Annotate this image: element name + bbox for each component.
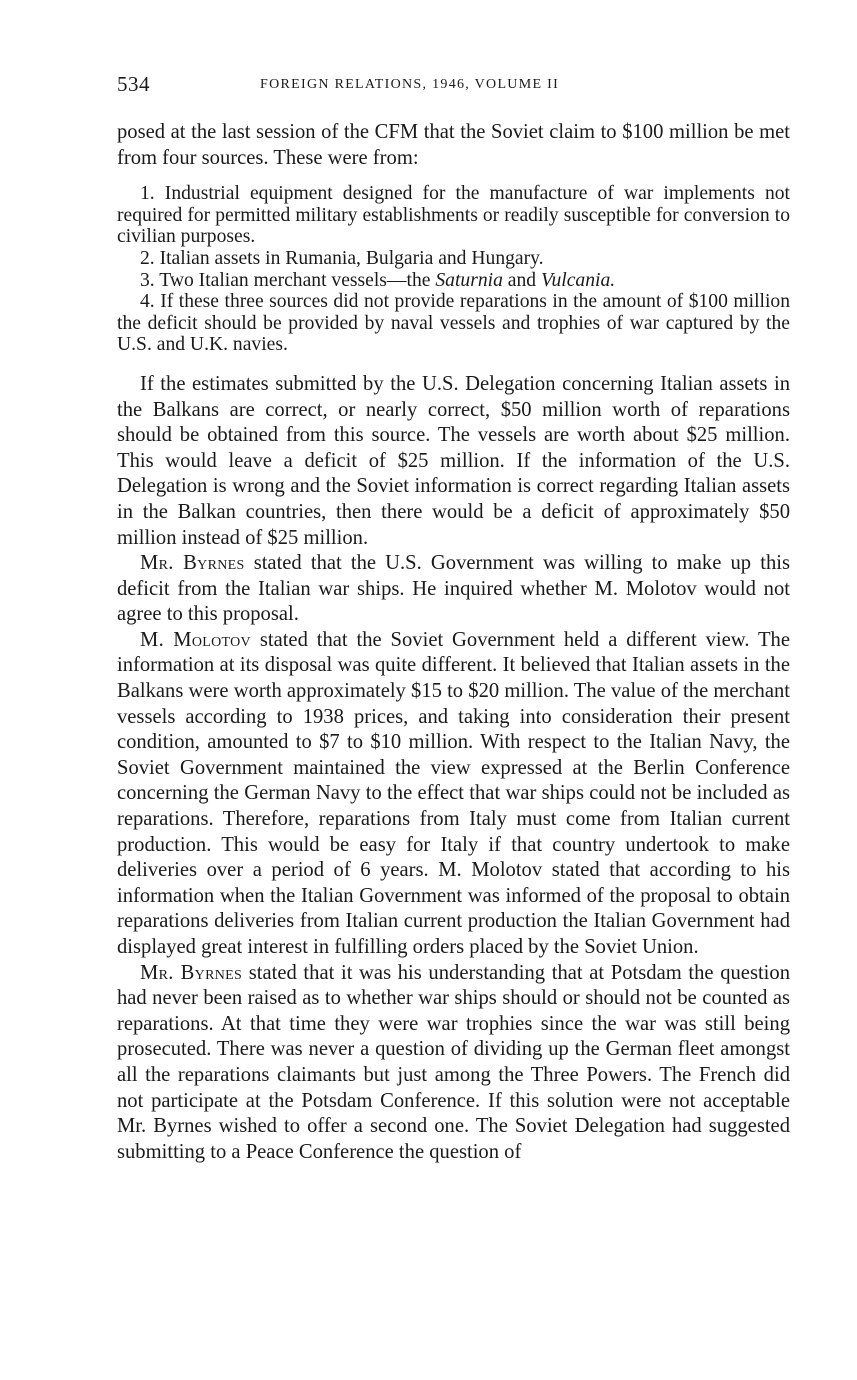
list-item [117,248,790,270]
page-number: 534 [117,72,150,96]
paragraph-text: stated that the Soviet Government held a different view. The information at its disposal was quite different. It believed that Italian assets in the Balkans were worth approximately $15 to $20 million. The value of the merchant vessels according to 1938 prices, and taking into consideration their present condition, amounted to $7 to $10 million. With respect to the Italian Navy, the Soviet Government maintained the view expressed at the Berlin Conference concerning the German Navy to the effect that war ships could not be included as reparations. Therefore, reparations from Italy must come from Italian current production. This would be easy for Italy if that country undertook to make deliveries over a period of 6 years. M. Molotov stated that according to his information when the Italian Government was informed of the proposal to obtain reparations deliveries from Italian current production the Italian Government had displayed great interest in fulfilling orders placed by the Soviet Union. [117,628,790,958]
list-item-conjunction: and [502,269,541,291]
byrnes-paragraph [117,961,790,1166]
sources-list [117,183,790,356]
document-page [117,72,790,1165]
byrnes-paragraph [117,551,790,628]
estimates-paragraph: If the estimates submitted by the U.S. Delegation concerning Italian assets in the Balkans are correct, or nearly correct, $50 million worth of reparations should be obtained from this source. The vessels are worth about $25 million. This would leave a deficit of $25 million. If the information of the U.S. Delegation is wrong and the Soviet information is correct regarding Italian assets in the Balkan countries, then there would be a deficit of approximately $50 million instead of $25 million. [117,372,790,549]
page-header [117,72,790,102]
ship-name: Saturnia [435,269,503,291]
paragraph-text: stated that the U.S. Government was willing to make up this deficit from the Italian war ships. He inquired whether M. Molotov would not agree to this proposal. [117,552,790,626]
ship-name: Vulcania. [540,269,616,291]
list-item-prefix: 3. Two Italian merchant vessels—the [140,269,436,291]
molotov-paragraph [117,628,790,961]
paragraph-text: stated that it was his understanding that at Potsdam the question had never been raised as to whether war ships should or should not be counted as reparations. At that time they were war trophies since the war was still being prosecuted. There was never a question of dividing up the German fleet amongst all the reparations claimants but just among the Three Powers. The French did not participate at the Potsdam Conference. If this solution were not acceptable Mr. Byrnes wished to offer a second one. The Soviet Delegation had suggested submitting to a Peace Conference the question of [117,961,790,1163]
intro-paragraph: posed at the last session of the CFM that the Soviet claim to $100 million be met from four sources. These were from: [117,121,790,169]
running-head: FOREIGN RELATIONS, 1946, VOLUME II [260,77,560,92]
speaker-name: M. Molotov [140,628,251,651]
speaker-name: Mr. Byrnes [140,961,243,984]
list-item [117,270,790,292]
list-item: 4. If these three sources did not provide reparations in the amount of $100 million the deficit should be provided by naval vessels and trophies of war captured by the U.S. and U.K. navies. [117,291,790,356]
list-item-text: 2. Italian assets in Rumania, Bulgaria and Hungary. [140,247,544,269]
list-item: 1. Industrial equipment designed for the manufacture of war implements not required for permitted military establishments or readily susceptible for conversion to civilian purposes. [117,183,790,248]
speaker-name: Mr. Byrnes [140,552,245,575]
